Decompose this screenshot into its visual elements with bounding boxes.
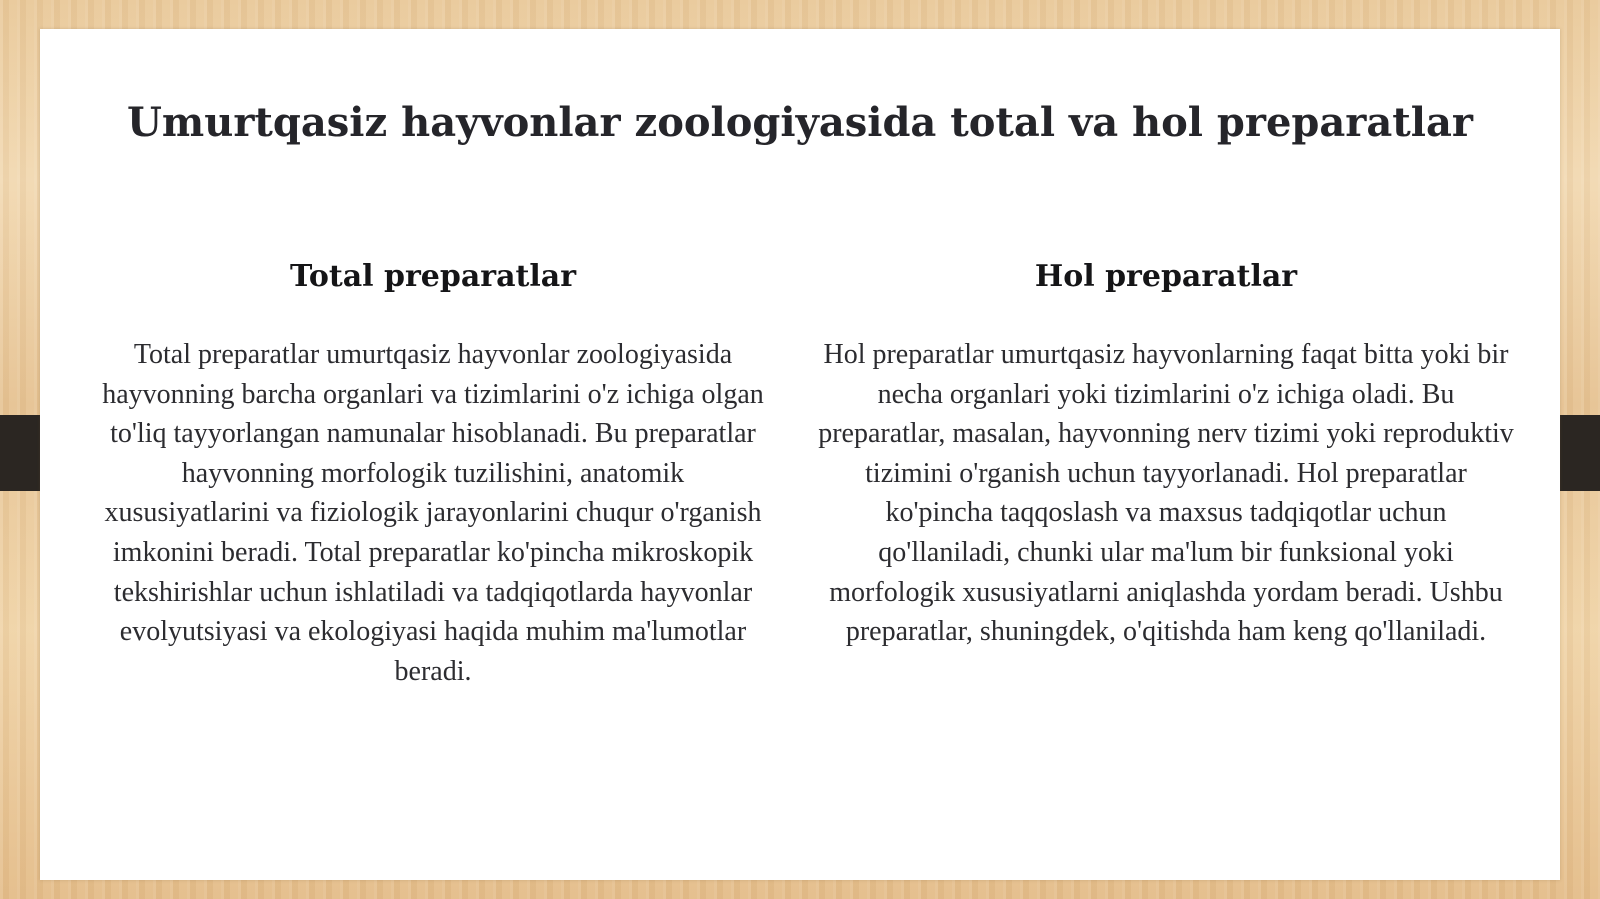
- hol-preparations-heading: Hol preparatlar: [1034, 259, 1298, 294]
- hol-preparations-column: [818, 255, 1514, 652]
- right-accent-bar: [1558, 415, 1600, 491]
- slide-title: Umurtqasiz hayvonlar zoologiyasida total va hol preparatlar: [127, 99, 1473, 146]
- slide-card: [40, 29, 1560, 880]
- left-accent-bar: [0, 415, 42, 491]
- total-preparations-heading: Total preparatlar: [289, 259, 577, 294]
- total-preparations-column: [98, 255, 768, 691]
- total-preparations-text: Total preparatlar umurtqasiz hayvonlar zoologiyasida hayvonning barcha organlari va tizimlarini o'z ichiga olgan to'liq tayyorlangan namunalar hisoblanadi. Bu preparatlar hayvonning morfologik tuzilishini, anatomik xususiyatlarini va fiziologik jarayonlarini chuqur o'rganish imkonini beradi. Total preparatlar ko'pincha mikroskopik tekshirishlar uchun ishlatiladi va tadqiqotlarda hayvonlar evolyutsiyasi va ekologiyasi haqida muhim ma'lumotlar beradi.: [102, 339, 764, 687]
- hol-preparations-text: Hol preparatlar umurtqasiz hayvonlarning faqat bitta yoki bir necha organlari yoki tizimlarini o'z ichiga oladi. Bu preparatlar, masalan, hayvonning nerv tizimi yoki reproduktiv tizimini o'rganish uchun tayyorlanadi. Hol preparatlar ko'pincha taqqoslash va maxsus tadqiqotlar uchun qo'llaniladi, chunki ular ma'lum bir funksional yoki morfologik xususiyatlarni aniqlashda yordam beradi. Ushbu preparatlar, shuningdek, o'qitishda ham keng qo'llaniladi.: [818, 339, 1514, 648]
